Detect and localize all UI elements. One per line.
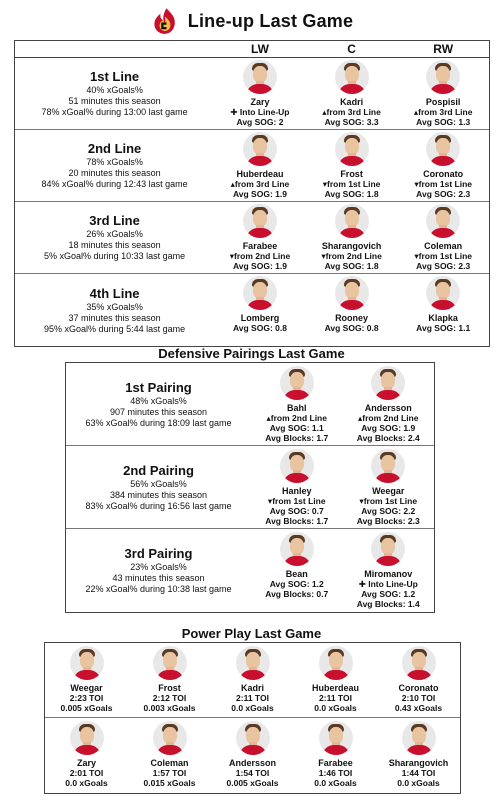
player-card	[214, 202, 306, 273]
line-xgoals: 35% xGoals%	[86, 301, 143, 312]
player-xgoals: 0.43 xGoals	[394, 703, 443, 713]
player-avg-sog: Avg SOG: 0.7	[269, 506, 324, 516]
player-card	[306, 202, 398, 273]
player-line-change: ▾from 2nd Line	[321, 251, 382, 261]
player-card	[128, 718, 211, 793]
player-toi: 1:54 TOI	[235, 768, 270, 778]
player-headshot-icon	[243, 60, 277, 94]
player-headshot-icon	[426, 60, 460, 94]
player-avg-blocks: Avg Blocks: 0.7	[265, 589, 329, 599]
player-line-change: ▾from 1st Line	[359, 496, 418, 506]
player-headshot-icon	[70, 646, 104, 680]
player-avg-sog: Avg SOG: 1.2	[361, 589, 416, 599]
player-headshot-icon	[280, 449, 314, 483]
player-toi: 1:44 TOI	[401, 768, 436, 778]
line-name: 4th Line	[89, 285, 140, 301]
player-name: Huberdeau	[236, 169, 284, 179]
forward-line-row	[15, 202, 489, 274]
player-line-change: ▾from 1st Line	[322, 179, 381, 189]
player-headshot-icon	[319, 646, 353, 680]
player-line-change: ▾from 1st Line	[267, 496, 326, 506]
pair-summary	[66, 446, 251, 528]
player-xgoals: 0.015 xGoals	[143, 778, 196, 788]
page-header	[0, 6, 503, 36]
player-headshot-icon	[335, 204, 369, 238]
player-avg-sog: Avg SOG: 0.8	[232, 323, 287, 333]
player-name: Andersson	[228, 758, 276, 768]
player-avg-sog: Avg SOG: 1.8	[324, 261, 379, 271]
forward-line-row	[15, 130, 489, 202]
power-play-body	[45, 643, 460, 793]
player-card	[211, 643, 294, 717]
player-headshot-icon	[371, 366, 405, 400]
line-xgoals: 78% xGoals%	[86, 157, 143, 167]
pair-minutes: 907 minutes this season	[109, 406, 208, 417]
line-minutes: 18 minutes this season	[68, 240, 161, 250]
player-name: Sharangovich	[321, 241, 382, 251]
player-line-change: ▾from 2nd Line	[229, 251, 291, 261]
player-avg-blocks: Avg Blocks: 2.4	[356, 433, 420, 443]
player-headshot-icon	[70, 721, 104, 755]
player-xgoals: 0.005 xGoals	[226, 778, 279, 788]
player-card	[377, 718, 460, 793]
player-toi: 2:23 TOI	[69, 693, 104, 703]
power-play-row	[45, 718, 460, 793]
pair-xgoals: 56% xGoals%	[130, 478, 187, 489]
player-headshot-icon	[280, 366, 314, 400]
pair-summary	[66, 529, 251, 612]
forward-line-row	[15, 58, 489, 130]
forward-lines-table	[14, 40, 490, 347]
pair-last-game: 22% xGoal% during 10:38 last game	[85, 584, 232, 594]
player-avg-blocks: Avg Blocks: 1.4	[356, 599, 420, 609]
player-avg-blocks: Avg Blocks: 2.3	[356, 516, 420, 526]
player-card	[343, 446, 435, 528]
player-card	[397, 274, 489, 346]
player-card	[214, 130, 306, 201]
player-avg-sog: Avg SOG: 0.8	[324, 323, 379, 333]
player-card	[251, 363, 343, 445]
player-avg-sog: Avg SOG: 2	[236, 117, 284, 127]
player-headshot-icon	[371, 532, 405, 566]
pair-summary	[66, 363, 251, 445]
line-name: 3rd Line	[89, 213, 140, 228]
player-headshot-icon	[236, 721, 270, 755]
player-card	[397, 202, 489, 273]
pair-xgoals: 48% xGoals%	[130, 395, 187, 406]
player-headshot-icon	[153, 721, 187, 755]
player-name: Kadri	[240, 683, 264, 693]
player-headshot-icon	[335, 276, 369, 310]
player-avg-sog: Avg SOG: 1.9	[232, 189, 287, 199]
player-headshot-icon	[319, 721, 353, 755]
player-headshot-icon	[426, 276, 460, 310]
player-avg-blocks: Avg Blocks: 1.7	[265, 433, 329, 443]
pair-name: 1st Pairing	[125, 379, 192, 395]
defense-section-title: Defensive Pairings Last Game	[158, 346, 345, 361]
player-avg-sog: Avg SOG: 3.3	[324, 117, 379, 127]
line-summary	[15, 130, 214, 201]
player-name: Farabee	[318, 758, 353, 768]
pair-minutes: 43 minutes this season	[112, 573, 205, 583]
player-avg-sog: Avg SOG: 1.1	[269, 423, 324, 433]
player-toi: 2:12 TOI	[152, 693, 187, 703]
player-card	[343, 363, 435, 445]
player-name: Kadri	[340, 97, 364, 107]
player-line-change: ✚ Into Line-Up	[230, 107, 290, 117]
player-headshot-icon	[335, 132, 369, 166]
line-minutes: 37 minutes this season	[68, 312, 161, 323]
player-headshot-icon	[280, 532, 314, 566]
player-headshot-icon	[335, 60, 369, 94]
player-toi: 2:10 TOI	[401, 693, 436, 703]
player-card	[251, 446, 343, 528]
player-line-change: ▴from 2nd Line	[266, 413, 327, 423]
player-avg-sog: Avg SOG: 1.2	[269, 579, 324, 589]
power-play-table	[44, 642, 461, 794]
player-name: Weegar	[70, 683, 103, 693]
player-card	[45, 643, 128, 717]
power-play-row	[45, 643, 460, 718]
line-last-game: 84% xGoal% during 12:43 last game	[41, 179, 188, 189]
player-name: Miromanov	[364, 569, 413, 579]
player-toi: 1:46 TOI	[318, 768, 353, 778]
player-card	[45, 718, 128, 793]
line-xgoals: 26% xGoals%	[86, 229, 143, 239]
player-name: Zary	[250, 97, 270, 107]
player-name: Huberdeau	[311, 683, 359, 693]
pair-name: 2nd Pairing	[123, 462, 194, 478]
player-avg-sog: Avg SOG: 1.1	[416, 323, 471, 333]
player-card	[306, 58, 398, 129]
line-name: 2nd Line	[87, 141, 142, 156]
player-headshot-icon	[371, 449, 405, 483]
player-avg-sog: Avg SOG: 1.3	[416, 117, 471, 127]
player-name: Coleman	[150, 758, 189, 768]
player-headshot-icon	[153, 646, 187, 680]
defense-pair-row	[66, 446, 434, 529]
player-name: Farabee	[242, 241, 278, 251]
player-xgoals: 0.003 xGoals	[143, 703, 196, 713]
player-line-change: ▾from 1st Line	[414, 251, 472, 261]
player-name: Coronato	[423, 169, 464, 179]
forward-column-headers	[15, 41, 489, 58]
player-avg-sog: Avg SOG: 1.9	[361, 423, 416, 433]
player-name: Hanley	[281, 486, 312, 496]
player-toi: 2:11 TOI	[236, 693, 269, 703]
pair-name: 3rd Pairing	[124, 546, 193, 561]
player-name: Frost	[158, 683, 181, 693]
player-name: Zary	[76, 758, 96, 768]
player-line-change: ▴from 2nd Line	[358, 413, 419, 423]
player-xgoals: 0.0 xGoals	[231, 703, 274, 713]
player-headshot-icon	[243, 132, 277, 166]
pair-last-game: 83% xGoal% during 16:56 last game	[85, 500, 232, 511]
line-last-game: 78% xGoal% during 13:00 last game	[41, 107, 188, 117]
player-xgoals: 0.0 xGoals	[397, 778, 440, 788]
player-name: Rooney	[335, 313, 369, 323]
line-minutes: 20 minutes this season	[68, 168, 161, 178]
player-name: Bahl	[286, 403, 307, 413]
player-card	[306, 130, 398, 201]
player-line-change: ▴from 3rd Line	[413, 107, 473, 117]
flames-logo-icon	[150, 6, 180, 36]
player-card	[214, 274, 306, 346]
power-play-section-title: Power Play Last Game	[181, 626, 322, 641]
player-headshot-icon	[426, 132, 460, 166]
player-line-change: ▾from 1st Line	[414, 179, 472, 189]
forward-line-row	[15, 274, 489, 346]
player-xgoals: 0.005 xGoals	[60, 703, 113, 713]
line-xgoals: 40% xGoals%	[86, 85, 143, 95]
player-avg-sog: Avg SOG: 1.8	[324, 189, 379, 199]
player-toi: 1:57 TOI	[152, 768, 187, 778]
player-card	[251, 529, 343, 612]
line-last-game: 5% xGoal% during 10:33 last game	[44, 251, 186, 261]
player-toi: 2:11 TOI	[319, 693, 352, 703]
player-card	[377, 643, 460, 717]
pair-last-game: 63% xGoal% during 18:09 last game	[85, 417, 232, 428]
player-card	[397, 58, 489, 129]
player-line-change: ▴from 3rd Line	[322, 107, 381, 117]
player-headshot-icon	[426, 204, 460, 238]
player-xgoals: 0.0 xGoals	[314, 778, 357, 788]
line-summary	[15, 58, 214, 129]
column-header-c: C	[347, 42, 356, 56]
line-name: 1st Line	[90, 69, 140, 84]
player-name: Andersson	[364, 403, 412, 413]
forward-lines-body	[15, 58, 489, 346]
player-toi: 2:01 TOI	[69, 768, 104, 778]
player-card	[211, 718, 294, 793]
column-header-rw: RW	[433, 42, 454, 56]
player-name: Coronato	[398, 683, 439, 693]
player-avg-sog: Avg SOG: 2.3	[416, 261, 471, 271]
player-headshot-icon	[402, 646, 436, 680]
player-xgoals: 0.0 xGoals	[65, 778, 108, 788]
player-card	[214, 58, 306, 129]
player-name: Pospisil	[425, 97, 461, 107]
player-headshot-icon	[402, 721, 436, 755]
player-avg-sog: Avg SOG: 2.2	[361, 506, 416, 516]
defense-pairings-body	[66, 363, 434, 612]
line-last-game: 95% xGoal% during 5:44 last game	[44, 323, 186, 334]
player-avg-sog: Avg SOG: 2.3	[416, 189, 471, 199]
player-xgoals: 0.0 xGoals	[314, 703, 357, 713]
line-minutes: 51 minutes this season	[68, 96, 161, 106]
defense-pair-row	[66, 363, 434, 446]
player-line-change: ▴from 3rd Line	[230, 179, 290, 189]
player-name: Klapka	[428, 313, 458, 323]
player-name: Sharangovich	[388, 758, 449, 768]
player-card	[128, 643, 211, 717]
player-card	[306, 274, 398, 346]
player-avg-sog: Avg SOG: 1.9	[232, 261, 287, 271]
player-headshot-icon	[236, 646, 270, 680]
player-card	[294, 643, 377, 717]
line-summary	[15, 274, 214, 346]
pair-xgoals: 23% xGoals%	[130, 562, 187, 572]
player-name: Weegar	[372, 486, 405, 496]
line-summary	[15, 202, 214, 273]
player-headshot-icon	[243, 276, 277, 310]
player-line-change: ✚ Into Line-Up	[358, 579, 418, 589]
player-name: Bean	[285, 569, 308, 579]
player-card	[397, 130, 489, 201]
player-avg-blocks: Avg Blocks: 1.7	[265, 516, 329, 526]
player-name: Coleman	[424, 241, 463, 251]
player-name: Lomberg	[240, 313, 280, 323]
player-card	[343, 529, 435, 612]
player-name: Frost	[340, 169, 363, 179]
column-header-lw: LW	[250, 42, 269, 56]
defense-pair-row	[66, 529, 434, 612]
player-card	[294, 718, 377, 793]
page-title: Line-up Last Game	[187, 10, 354, 31]
pair-minutes: 384 minutes this season	[109, 489, 208, 500]
defense-pairings-table	[65, 362, 435, 613]
player-headshot-icon	[243, 204, 277, 238]
